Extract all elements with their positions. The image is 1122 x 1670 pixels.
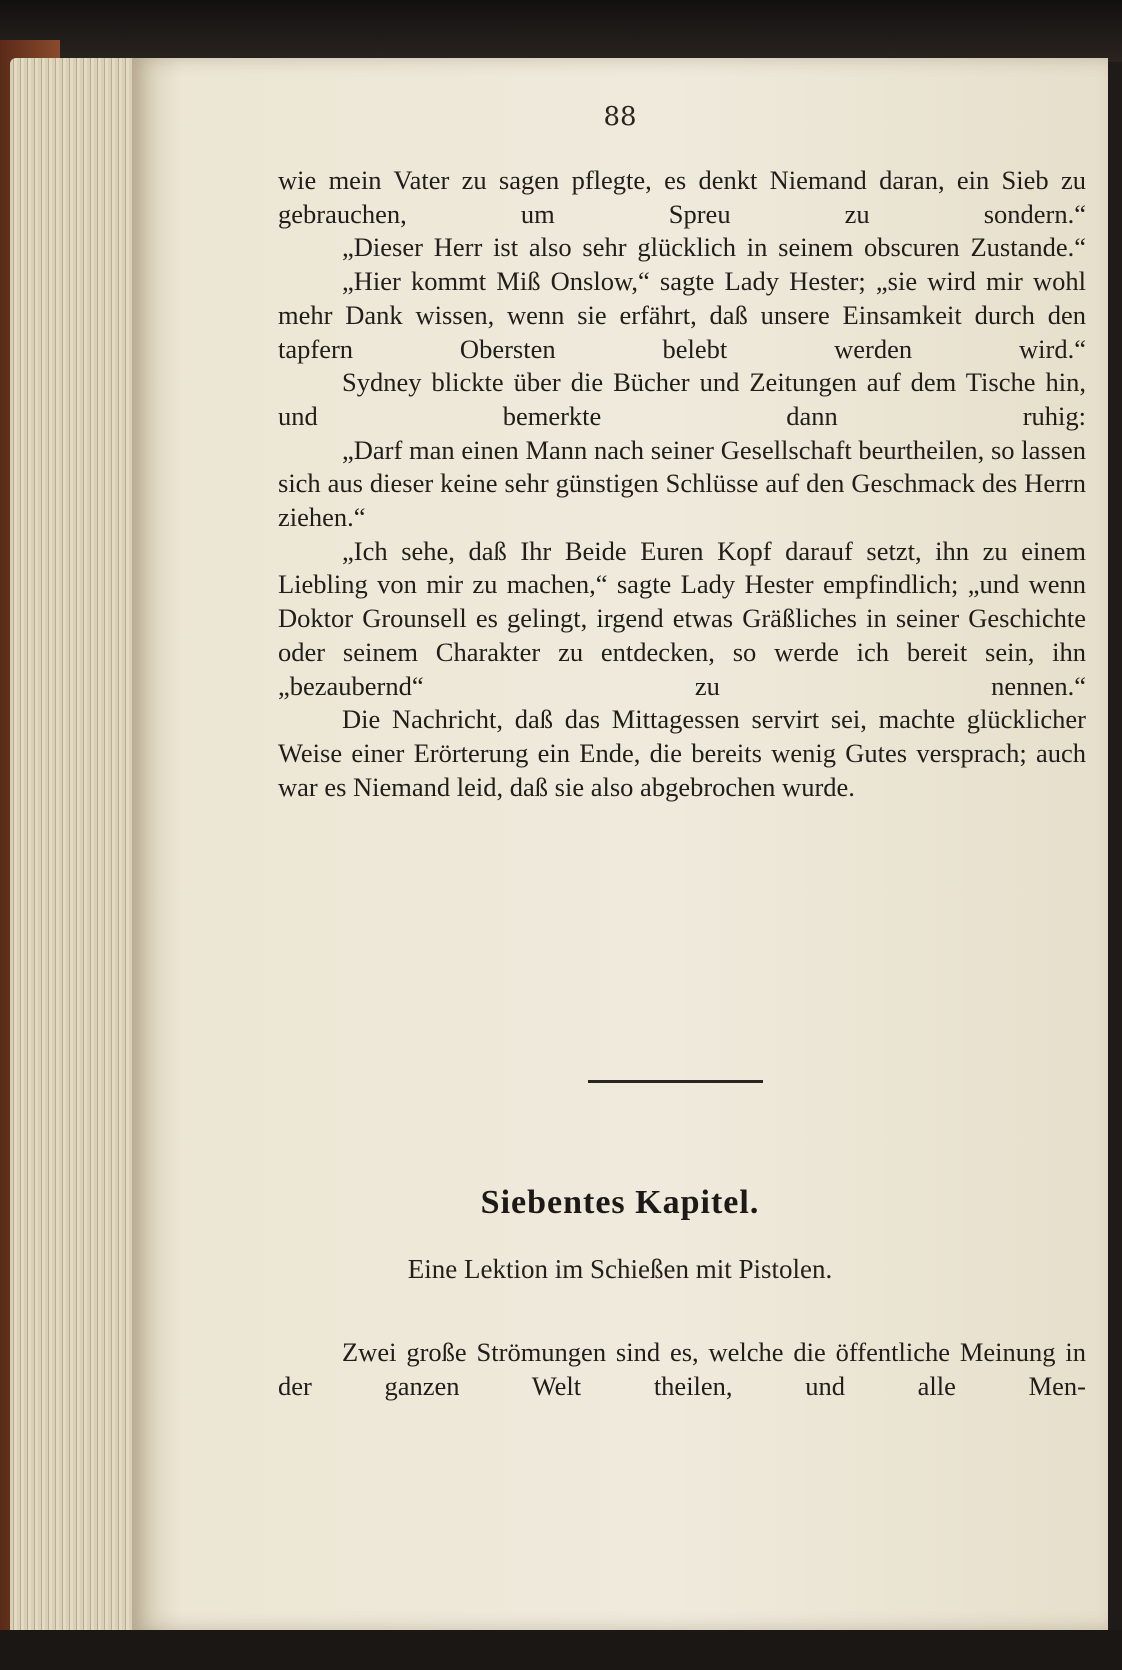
chapter-title: Siebentes Kapitel. xyxy=(480,1184,760,1221)
book-cover-bottom xyxy=(0,1630,1122,1670)
paragraph: Zwei große Strömungen sind es, welche die öffentliche Meinung in der ganzen Welt theilen, und alle Men- xyxy=(278,1337,1086,1401)
paragraph: „Darf man einen Mann nach seiner Gesellschaft beurtheilen, so lassen sich aus dieser keine sehr günstigen Schlüsse auf den Geschmack des Herrn ziehen.“ xyxy=(278,434,1086,533)
paragraph: „Hier kommt Miß Onslow,“ sagte Lady Hester; „sie wird mir wohl mehr Dank wissen, wenn sie erfährt, daß unsere Einsamkeit durch den tapfern Obersten belebt werden wird.“ xyxy=(278,266,1086,364)
book-cover-top xyxy=(0,0,1122,62)
paragraph: „Dieser Herr ist also sehr glücklich in seinem obscuren Zustande.“ xyxy=(342,232,1086,263)
paragraph: Die Nachricht, daß das Mittagessen servirt sei, machte glücklicher Weise einer Erörterung ein Ende, die bereits wenig Gutes versprach; auch war es Niemand leid, daß sie also abgebrochen wurde. xyxy=(278,704,1086,802)
paragraph: „Ich sehe, daß Ihr Beide Euren Kopf darauf setzt, ihn zu einem Liebling von mir zu machen,“ sagte Lady Hester empfindlich; „und wenn Doktor Grounsell es gelingt, irgend etwas Gräßliches in seiner Geschichte oder seinem Charakter zu entdecken, so werde ich bereit sein, ihn „bezaubernd“ zu nennen.“ xyxy=(278,535,1086,701)
book-page xyxy=(132,58,1108,1630)
body-text xyxy=(278,164,1086,804)
section-divider xyxy=(588,1080,763,1083)
paragraph: wie mein Vater zu sagen pflegte, es denkt Niemand daran, ein Sieb zu gebrauchen, um Spreu zu sondern.“ xyxy=(278,165,1086,229)
paragraph: Sydney blickte über die Bücher und Zeitungen auf dem Tische hin, und bemerkte dann ruhig: xyxy=(278,367,1086,431)
chapter-opening xyxy=(278,1336,1086,1403)
chapter-subtitle: Eine Lektion im Schießen mit Pistolen. xyxy=(407,1254,833,1284)
page-edges xyxy=(10,58,140,1638)
page-number: 88 xyxy=(603,102,637,132)
